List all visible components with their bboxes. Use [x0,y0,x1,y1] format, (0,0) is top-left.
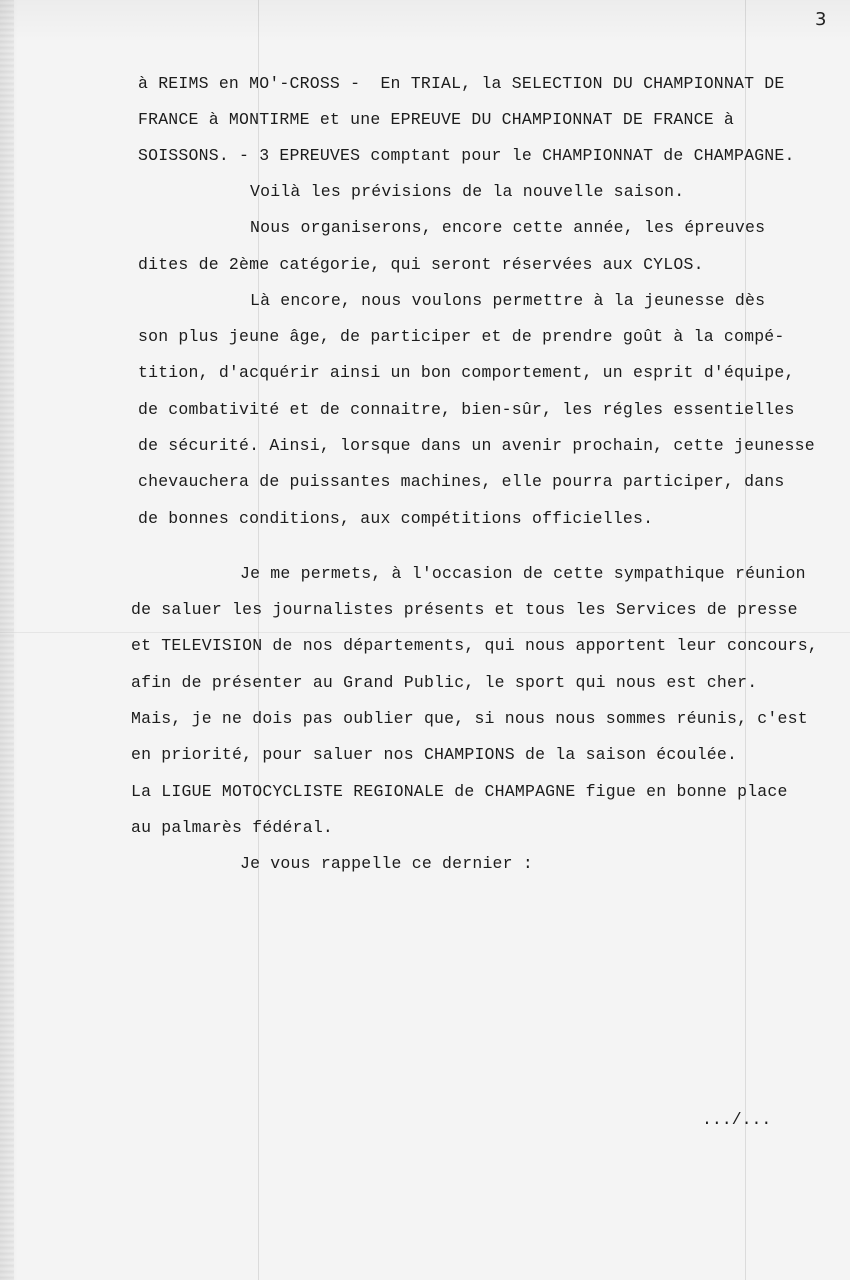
text-line-21: au palmarès fédéral. [131,818,334,837]
horizontal-fold-crease [0,632,850,633]
text-line-20: La LIGUE MOTOCYCLISTE REGIONALE de CHAMPAGNE figue en bonne place [131,782,788,801]
text-line-15: de saluer les journalistes présents et tous les Services de presse [131,600,798,619]
page-number: 3 [815,9,827,30]
text-line-14: Je me permets, à l'occasion de cette sympathique réunion [240,564,806,583]
text-line-7: Là encore, nous voulons permettre à la jeunesse dès [250,291,766,310]
text-line-9: tition, d'acquérir ainsi un bon comportement, un esprit d'équipe, [138,363,795,382]
text-line-5: Nous organiserons, encore cette année, les épreuves [250,218,766,237]
text-line-17: afin de présenter au Grand Public, le sport qui nous est cher. [131,673,758,692]
text-line-2: FRANCE à MONTIRME et une EPREUVE DU CHAMPIONNAT DE FRANCE à [138,110,734,129]
text-line-22: Je vous rappelle ce dernier : [240,854,533,873]
text-line-11: de sécurité. Ainsi, lorsque dans un avenir prochain, cette jeunesse [138,436,815,455]
text-line-18: Mais, je ne dois pas oublier que, si nous nous sommes réunis, c'est [131,709,808,728]
text-line-1: à REIMS en MO'-CROSS - En TRIAL, la SELECTION DU CHAMPIONNAT DE [138,74,785,93]
page-left-edge-shadow [0,0,14,1280]
text-line-12: chevauchera de puissantes machines, elle pourra participer, dans [138,472,785,491]
text-line-19: en priorité, pour saluer nos CHAMPIONS de la saison écoulée. [131,745,738,764]
text-line-4: Voilà les prévisions de la nouvelle saison. [250,182,685,201]
text-line-8: son plus jeune âge, de participer et de prendre goût à la compé- [138,327,785,346]
text-line-10: de combativité et de connaitre, bien-sûr, les régles essentielles [138,400,795,419]
text-line-6: dites de 2ème catégorie, qui seront réservées aux CYLOS. [138,255,704,274]
continuation-mark: .../... [702,1110,772,1129]
text-line-16: et TELEVISION de nos départements, qui nous apportent leur concours, [131,636,818,655]
text-line-3: SOISSONS. - 3 EPREUVES comptant pour le CHAMPIONNAT de CHAMPAGNE. [138,146,795,165]
text-line-13: de bonnes conditions, aux compétitions officielles. [138,509,654,528]
